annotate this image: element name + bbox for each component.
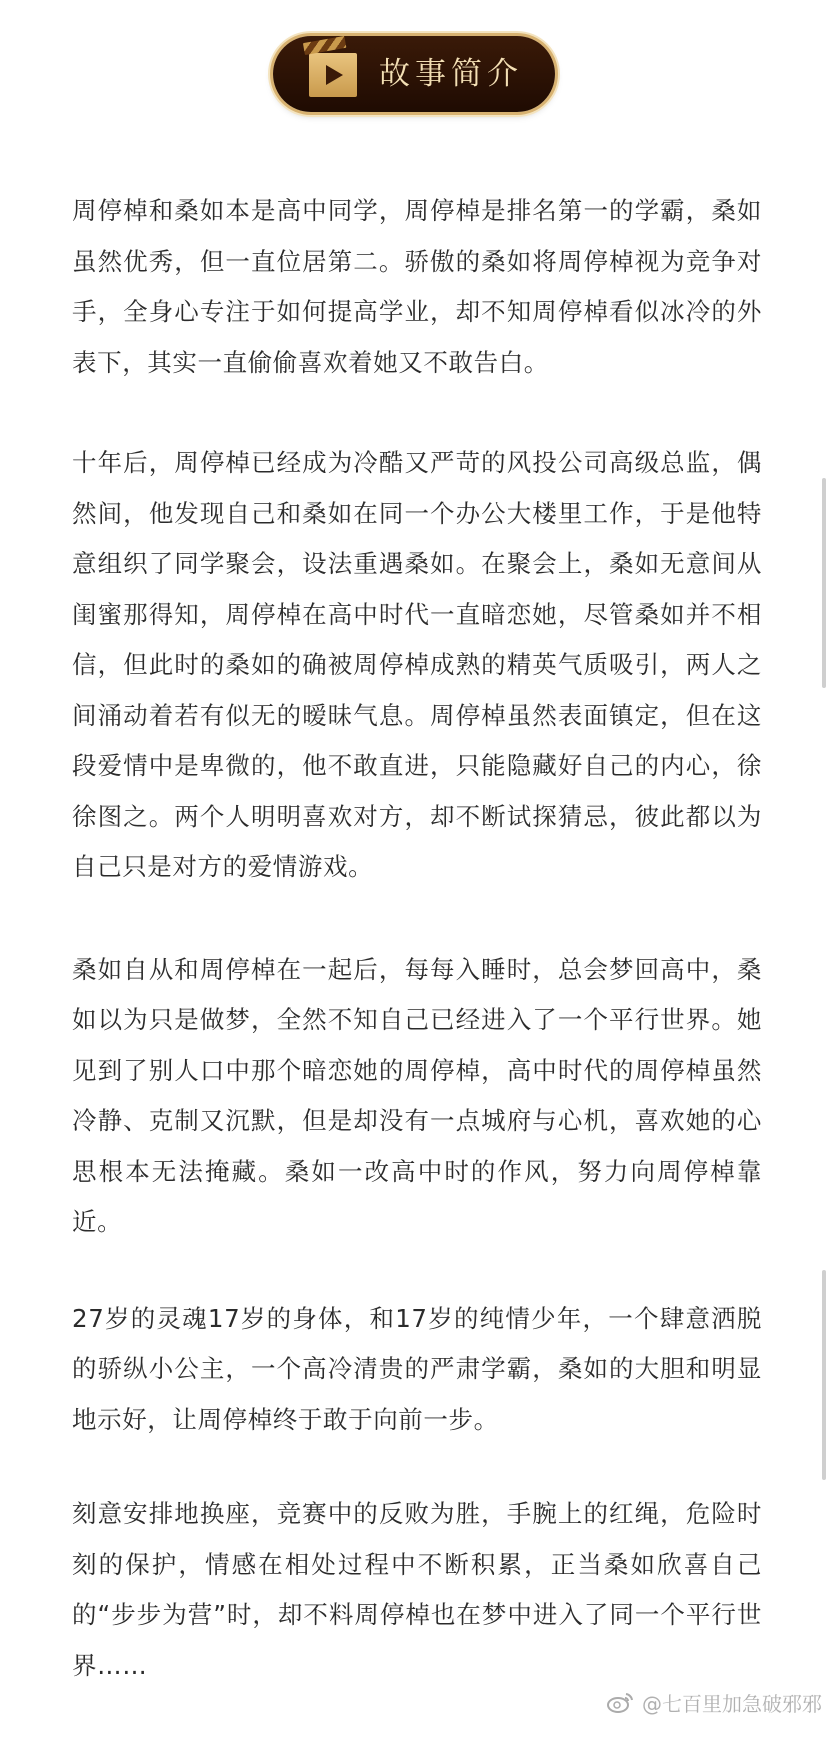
watermark — [606, 1687, 822, 1717]
paragraph-3: 桑如自从和周停棹在一起后，每每入睡时，总会梦回高中，桑如以为只是做梦，全然不知自己已经进入了一个平行世界。她见到了别人口中那个暗恋她的周停棹，高中时代的周停棹虽然冷静、克制又沉默，但是却没有一点城府与心机，喜欢她的心思根本无法掩藏。桑如一改高中时的作风，努力向周停棹靠近。 — [72, 954, 762, 1236]
play-clapper-icon — [309, 53, 357, 97]
scroll-indicator-top[interactable] — [822, 478, 826, 688]
watermark-text: @七百里加急破邪邪 — [642, 1691, 822, 1716]
paragraph-4: 27岁的灵魂17岁的身体，和17岁的纯情少年，一个肆意洒脱的骄纵小公主，一个高冷清贵的严肃学霸，桑如的大胆和明显地示好，让周停棹终于敢于向前一步。 — [72, 1303, 762, 1434]
section-header-badge — [273, 36, 555, 112]
play-triangle — [326, 65, 343, 85]
paragraph-1: 周停棹和桑如本是高中同学，周停棹是排名第一的学霸，桑如虽然优秀，但一直位居第二。骄傲的桑如将周停棹视为竞争对手，全身心专注于如何提高学业，却不知周停棹看似冰冷的外表下，其实一直偷偷喜欢着她又不敢告白。 — [72, 196, 762, 377]
section-title: 故事简介 — [379, 56, 523, 92]
scroll-indicator-bottom[interactable] — [822, 1270, 826, 1480]
weibo-logo-icon — [606, 1690, 636, 1714]
story-synopsis — [72, 186, 762, 1741]
paragraph-2: 十年后，周停棹已经成为冷酷又严苛的风投公司高级总监，偶然间，他发现自己和桑如在同一个办公大楼里工作，于是他特意组织了同学聚会，设法重遇桑如。在聚会上，桑如无意间从闺蜜那得知，周停棹在高中时代一直暗恋她，尽管桑如并不相信，但此时的桑如的确被周停棹成熟的精英气质吸引，两人之间涌动着若有似无的暧昧气息。周停棹虽然表面镇定，但在这段爱情中是卑微的，他不敢直进，只能隐藏好自己的内心，徐徐图之。两个人明明喜欢对方，却不断试探猜忌，彼此都以为自己只是对方的爱情游戏。 — [72, 448, 762, 881]
paragraph-5: 刻意安排地换座，竞赛中的反败为胜，手腕上的红绳，危险时刻的保护，情感在相处过程中不断积累，正当桑如欣喜自己的“步步为营”时，却不料周停棹也在梦中进入了同一个平行世界…… — [72, 1499, 762, 1680]
clapper-stripe — [303, 36, 346, 55]
